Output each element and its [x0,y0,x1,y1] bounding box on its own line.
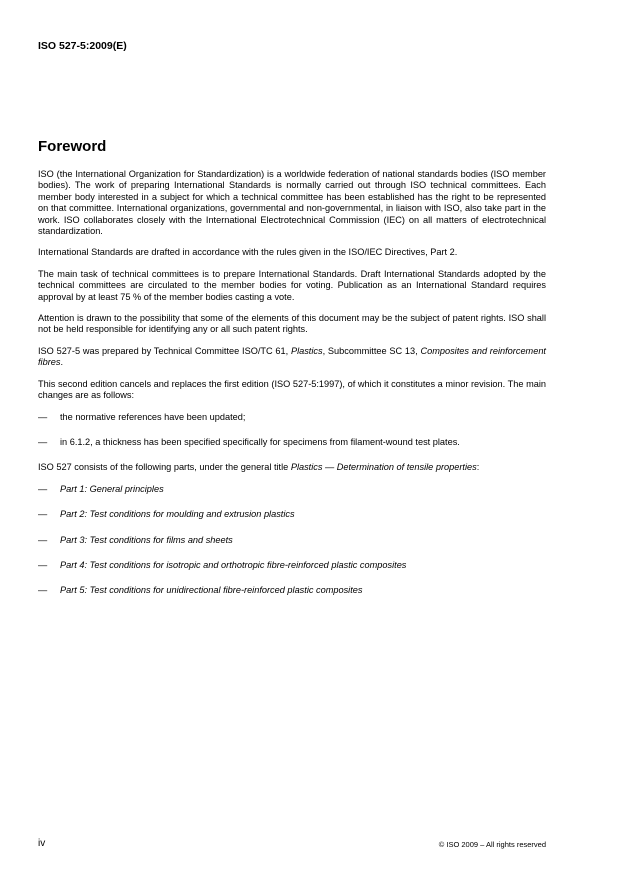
dash-bullet: — [38,483,48,494]
paragraph-patent: Attention is drawn to the possibility that some of the elements of this document may be the subject of patent rights. ISO shall not be held responsible for identifying any or all such patent rights. [38,313,546,335]
foreword-body [38,169,546,611]
prepared-by-sc-text: , Subcommittee SC 13, [322,345,421,356]
page-number: iv [38,838,46,849]
dash-bullet: — [38,411,48,422]
paragraph-iso-intro: ISO (the International Organization for Standardization) is a worldwide federation of national standards bodies (ISO member bodies). The work of preparing International Standards is normally carried out through ISO technical committees. Each member body interested in a subject for which a technical committee has been established has the right to be represented on that committee. International organizations, governmental and non-governmental, in liaison with ISO, also take part in the work. ISO collaborates closely with the International Electrotechnical Commission (IEC) on all matters of electrotechnical standardization. [38,169,546,237]
parts-intro-text: ISO 527 consists of the following parts, under the general title [38,462,291,473]
change-text: the normative references have been updated; [60,411,246,422]
document-id: ISO 527-5:2009(E) [38,40,127,52]
part-text: Part 4: Test conditions for isotropic and orthotropic fibre-reinforced plastic composites [60,559,407,570]
paragraph-committees: The main task of technical committees is to prepare International Standards. Draft International Standards adopted by the technical committees are circulated to the member bodies for voting. Publication as an International Standard requires approval by at least 75 % of the member bodies casting a vote. [38,268,546,302]
dash-bullet: — [38,559,48,570]
part-text: Part 5: Test conditions for unidirectional fibre-reinforced plastic composites [60,585,363,596]
prepared-by-text: ISO 527-5 was prepared by Technical Committee ISO/TC 61, [38,345,291,356]
part-item [38,484,546,495]
paragraph-directives: International Standards are drafted in accordance with the rules given in the ISO/IEC Directives, Part 2. [38,247,458,258]
part-text: Part 3: Test conditions for films and sheets [60,534,233,545]
dash-bullet: — [38,585,48,596]
part-item [38,509,546,520]
part-text: Part 1: General principles [60,483,164,494]
page-title: Foreword [38,138,107,155]
prepared-by-tc-name: Plastics [290,345,323,356]
parts-intro-end: : [476,462,480,473]
paragraph-parts-intro [38,462,546,473]
change-item [38,412,546,423]
dash-bullet: — [38,534,48,545]
change-item [38,437,546,448]
part-text: Part 2: Test conditions for moulding and extrusion plastics [60,509,295,520]
part-item [38,560,546,571]
prepared-by-end: . [60,357,64,368]
general-title: Plastics — Determination of tensile properties [290,462,477,473]
paragraph-prepared-by [38,346,546,369]
dash-bullet: — [38,509,48,520]
dash-bullet: — [38,436,48,447]
copyright-notice: © ISO 2009 – All rights reserved [438,840,546,849]
part-item [38,535,546,546]
prepared-by-sc-name: Composites and reinforcement fibres [38,345,546,368]
part-item [38,585,546,596]
change-text: in 6.1.2, a thickness has been specified specifically for specimens from filament-wound test plates. [60,436,460,447]
paragraph-edition: This second edition cancels and replaces the first edition (ISO 527-5:1997), of which it constitutes a minor revision. The main changes are as follows: [38,378,546,401]
